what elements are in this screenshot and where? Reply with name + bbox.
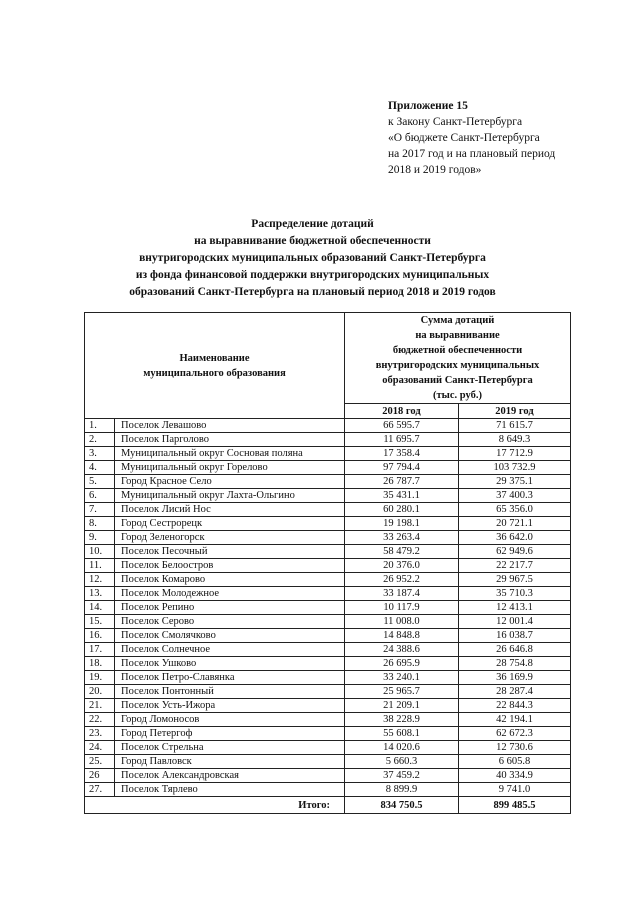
row-name: Поселок Молодежное	[115, 587, 345, 601]
appendix-line: «О бюджете Санкт-Петербурга	[388, 132, 540, 144]
title-line: Распределение дотаций	[251, 218, 374, 230]
appendix-line: к Закону Санкт-Петербурга	[388, 116, 523, 128]
row-name: Поселок Петро-Славянка	[115, 671, 345, 685]
row-name: Поселок Александровская	[115, 769, 345, 783]
row-value-2018: 8 899.9	[345, 783, 459, 797]
row-name: Город Сестрорецк	[115, 517, 345, 531]
row-value-2019: 26 646.8	[459, 643, 571, 657]
table-row	[85, 545, 571, 559]
row-number: 7.	[85, 503, 115, 517]
row-value-2019: 37 400.3	[459, 489, 571, 503]
appendix-line: на 2017 год и на плановый период	[388, 148, 556, 160]
row-name: Муниципальный округ Горелово	[115, 461, 345, 475]
row-value-2019: 20 721.1	[459, 517, 571, 531]
row-value-2019: 40 334.9	[459, 769, 571, 783]
row-name: Поселок Ушково	[115, 657, 345, 671]
row-value-2019: 6 605.8	[459, 755, 571, 769]
table-row	[85, 727, 571, 741]
table-row	[85, 769, 571, 783]
table-row	[85, 517, 571, 531]
title-line: образований Санкт-Петербурга на плановый период 2018 и 2019 годов	[129, 286, 496, 298]
header-year-2019: 2019 год	[459, 404, 571, 419]
row-value-2019: 12 001.4	[459, 615, 571, 629]
row-value-2018: 10 117.9	[345, 601, 459, 615]
table-row	[85, 671, 571, 685]
row-name: Поселок Тярлево	[115, 783, 345, 797]
row-value-2018: 14 848.8	[345, 629, 459, 643]
row-name: Город Петергоф	[115, 727, 345, 741]
row-value-2018: 38 228.9	[345, 713, 459, 727]
table-row	[85, 783, 571, 797]
row-value-2018: 19 198.1	[345, 517, 459, 531]
row-number: 5.	[85, 475, 115, 489]
row-value-2018: 58 479.2	[345, 545, 459, 559]
row-number: 23.	[85, 727, 115, 741]
row-value-2019: 16 038.7	[459, 629, 571, 643]
row-value-2018: 14 020.6	[345, 741, 459, 755]
table-row	[85, 419, 571, 433]
row-value-2018: 33 187.4	[345, 587, 459, 601]
row-value-2018: 26 695.9	[345, 657, 459, 671]
row-number: 27.	[85, 783, 115, 797]
row-value-2019: 9 741.0	[459, 783, 571, 797]
row-value-2019: 65 356.0	[459, 503, 571, 517]
row-name: Поселок Репино	[115, 601, 345, 615]
row-value-2019: 42 194.1	[459, 713, 571, 727]
table-row	[85, 447, 571, 461]
table-row	[85, 657, 571, 671]
row-number: 12.	[85, 573, 115, 587]
row-number: 2.	[85, 433, 115, 447]
table-row	[85, 615, 571, 629]
row-value-2018: 60 280.1	[345, 503, 459, 517]
table-row	[85, 573, 571, 587]
header-sum-line: (тыс. руб.)	[433, 390, 482, 401]
title-line: из фонда финансовой поддержки внутригородских муниципальных	[135, 269, 490, 281]
row-number: 17.	[85, 643, 115, 657]
appendix-label: Приложение 15	[388, 100, 468, 112]
row-value-2018: 37 459.2	[345, 769, 459, 783]
header-sum-line: на выравнивание	[415, 330, 500, 341]
row-value-2019: 71 615.7	[459, 419, 571, 433]
row-value-2018: 26 787.7	[345, 475, 459, 489]
row-number: 13.	[85, 587, 115, 601]
row-name: Поселок Смолячково	[115, 629, 345, 643]
header-sum-line: внутригородских муниципальных	[375, 360, 540, 371]
row-number: 14.	[85, 601, 115, 615]
row-value-2019: 28 754.8	[459, 657, 571, 671]
table-row	[85, 643, 571, 657]
row-number: 9.	[85, 531, 115, 545]
row-name: Муниципальный округ Сосновая поляна	[115, 447, 345, 461]
row-value-2018: 11 008.0	[345, 615, 459, 629]
row-number: 20.	[85, 685, 115, 699]
table-row	[85, 713, 571, 727]
title-line: внутригородских муниципальных образований Санкт-Петербурга	[139, 252, 486, 264]
header-name-line: муниципального образования	[143, 367, 286, 379]
table-row	[85, 559, 571, 573]
row-value-2018: 26 952.2	[345, 573, 459, 587]
row-name: Поселок Парголово	[115, 433, 345, 447]
row-value-2018: 55 608.1	[345, 727, 459, 741]
row-number: 25.	[85, 755, 115, 769]
total-row	[85, 797, 571, 814]
table-row	[85, 489, 571, 503]
row-name: Поселок Понтонный	[115, 685, 345, 699]
subsidy-table	[84, 312, 571, 814]
row-number: 15.	[85, 615, 115, 629]
row-value-2019: 12 730.6	[459, 741, 571, 755]
document-title	[80, 216, 545, 301]
row-name: Город Павловск	[115, 755, 345, 769]
table-row	[85, 531, 571, 545]
row-value-2019: 29 967.5	[459, 573, 571, 587]
appendix-line: 2018 и 2019 годов»	[388, 164, 482, 176]
header-sum-line: бюджетной обеспеченности	[392, 345, 523, 356]
row-name: Город Красное Село	[115, 475, 345, 489]
row-value-2019: 103 732.9	[459, 461, 571, 475]
row-value-2018: 66 595.7	[345, 419, 459, 433]
row-name: Город Зеленогорск	[115, 531, 345, 545]
table-row	[85, 475, 571, 489]
row-name: Поселок Песочный	[115, 545, 345, 559]
row-name: Город Ломоносов	[115, 713, 345, 727]
row-value-2018: 33 240.1	[345, 671, 459, 685]
row-number: 22.	[85, 713, 115, 727]
row-value-2018: 97 794.4	[345, 461, 459, 475]
table-row	[85, 601, 571, 615]
row-name: Поселок Усть-Ижора	[115, 699, 345, 713]
table-row	[85, 755, 571, 769]
row-value-2018: 11 695.7	[345, 433, 459, 447]
row-number: 6.	[85, 489, 115, 503]
row-value-2019: 36 169.9	[459, 671, 571, 685]
row-value-2019: 12 413.1	[459, 601, 571, 615]
row-number: 21.	[85, 699, 115, 713]
row-value-2019: 62 949.6	[459, 545, 571, 559]
row-name: Поселок Солнечное	[115, 643, 345, 657]
table-row	[85, 503, 571, 517]
total-label: Итого:	[85, 797, 345, 814]
row-value-2019: 29 375.1	[459, 475, 571, 489]
row-value-2019: 17 712.9	[459, 447, 571, 461]
row-name: Поселок Комарово	[115, 573, 345, 587]
row-value-2019: 8 649.3	[459, 433, 571, 447]
row-value-2018: 24 388.6	[345, 643, 459, 657]
total-2019: 899 485.5	[459, 797, 571, 814]
header-sum-line: образований Санкт-Петербурга	[382, 375, 533, 386]
header-municipality	[85, 313, 345, 419]
row-number: 24.	[85, 741, 115, 755]
row-name: Поселок Левашово	[115, 419, 345, 433]
row-number: 10.	[85, 545, 115, 559]
table-row	[85, 629, 571, 643]
row-name: Муниципальный округ Лахта-Ольгино	[115, 489, 345, 503]
row-value-2018: 21 209.1	[345, 699, 459, 713]
title-line: на выравнивание бюджетной обеспеченности	[194, 235, 431, 247]
table-row	[85, 699, 571, 713]
appendix-note	[388, 98, 555, 178]
header-year-2018: 2018 год	[345, 404, 459, 419]
row-value-2018: 20 376.0	[345, 559, 459, 573]
row-number: 8.	[85, 517, 115, 531]
row-number: 11.	[85, 559, 115, 573]
table-row	[85, 433, 571, 447]
table-row	[85, 461, 571, 475]
row-value-2019: 62 672.3	[459, 727, 571, 741]
row-number: 16.	[85, 629, 115, 643]
row-value-2018: 35 431.1	[345, 489, 459, 503]
row-value-2018: 33 263.4	[345, 531, 459, 545]
row-value-2018: 25 965.7	[345, 685, 459, 699]
table-row	[85, 587, 571, 601]
row-name: Поселок Стрельна	[115, 741, 345, 755]
row-name: Поселок Серово	[115, 615, 345, 629]
row-value-2019: 28 287.4	[459, 685, 571, 699]
row-name: Поселок Белоостров	[115, 559, 345, 573]
row-value-2019: 36 642.0	[459, 531, 571, 545]
table-row	[85, 685, 571, 699]
header-sum	[345, 313, 571, 404]
header-name-line: Наименование	[179, 352, 250, 364]
total-2018: 834 750.5	[345, 797, 459, 814]
row-value-2018: 17 358.4	[345, 447, 459, 461]
row-number: 1.	[85, 419, 115, 433]
header-sum-line: Сумма дотаций	[420, 315, 495, 326]
row-value-2018: 5 660.3	[345, 755, 459, 769]
table-row	[85, 741, 571, 755]
row-value-2019: 22 217.7	[459, 559, 571, 573]
row-number: 4.	[85, 461, 115, 475]
row-value-2019: 22 844.3	[459, 699, 571, 713]
row-name: Поселок Лисий Нос	[115, 503, 345, 517]
row-number: 18.	[85, 657, 115, 671]
row-number: 3.	[85, 447, 115, 461]
row-number: 19.	[85, 671, 115, 685]
row-number: 26	[85, 769, 115, 783]
row-value-2019: 35 710.3	[459, 587, 571, 601]
